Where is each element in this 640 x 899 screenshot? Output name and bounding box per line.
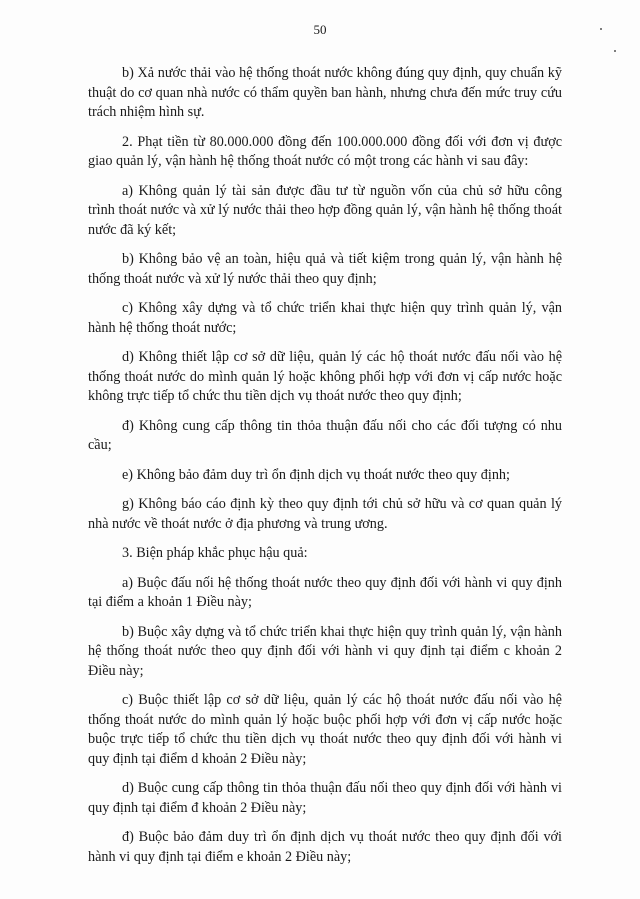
paragraph-2d: d) Không thiết lập cơ sở dữ liệu, quản lý các hộ thoát nước đấu nối vào hệ thống thoát nước do mình quản lý hoặc không phối hợp với đơn vị cấp nước hoặc không trực tiếp tổ chức thu tiền dịch vụ thoát nước theo quy định; [88, 349, 562, 404]
paragraph-3d: d) Buộc cung cấp thông tin thỏa thuận đấu nối theo quy định đối với hành vi quy định tại điểm đ khoản 2 Điều này; [88, 780, 562, 816]
paragraph-2e: e) Không bảo đảm duy trì ổn định dịch vụ thoát nước theo quy định; [122, 466, 510, 483]
paragraph-1b-discharge: b) Xả nước thải vào hệ thống thoát nước không đúng quy định, quy chuẩn kỹ thuật do cơ quan nhà nước có thẩm quyền ban hành, nhưng chưa đến mức truy cứu trách nhiệm hình sự. [88, 65, 562, 120]
paragraph-2g: g) Không báo cáo định kỳ theo quy định tới chủ sở hữu và cơ quan quản lý nhà nước về thoát nước ở địa phương và trung ương. [88, 496, 562, 532]
document-body [88, 64, 562, 877]
paragraph-3a: a) Buộc đấu nối hệ thống thoát nước theo quy định đối với hành vi quy định tại điểm a khoản 1 Điều này; [88, 574, 562, 610]
paragraph-2c: c) Không xây dựng và tổ chức triển khai thực hiện quy trình quản lý, vận hành hệ thống thoát nước; [88, 300, 562, 336]
scan-speck [600, 28, 602, 30]
paragraph-3-remedial: 3. Biện pháp khắc phục hậu quả: [122, 545, 308, 561]
scan-speck [614, 50, 616, 52]
paragraph-2b: b) Không bảo vệ an toàn, hiệu quả và tiết kiệm trong quản lý, vận hành hệ thống thoát nước và xử lý nước thải theo quy định; [88, 251, 562, 287]
page-number: 50 [313, 22, 327, 37]
paragraph-2-fine: 2. Phạt tiền từ 80.000.000 đồng đến 100.000.000 đồng đối với đơn vị được giao quản lý, vận hành hệ thống thoát nước có một trong các hành vi sau đây: [88, 133, 562, 169]
paragraph-3b: b) Buộc xây dựng và tổ chức triển khai thực hiện quy trình quản lý, vận hành hệ thống thoát nước theo quy định đối với hành vi quy định tại điểm c khoản 2 Điều này; [88, 623, 562, 679]
paragraph-3dd: đ) Buộc bảo đảm duy trì ổn định dịch vụ thoát nước theo quy định đối với hành vi quy định tại điểm e khoản 2 Điều này; [88, 829, 562, 865]
paragraph-2dd: đ) Không cung cấp thông tin thỏa thuận đấu nối cho các đối tượng có nhu cầu; [88, 417, 562, 453]
paragraph-3c: c) Buộc thiết lập cơ sở dữ liệu, quản lý các hộ thoát nước đấu nối vào hệ thống thoát nước do mình quản lý hoặc buộc phối hợp với đơn vị cấp nước hoặc buộc trực tiếp tổ chức thu tiền dịch vụ thoát nước theo quy định đối với hành vi quy định tại điểm d khoản 2 Điều này; [88, 692, 562, 767]
paragraph-2a: a) Không quản lý tài sản được đầu tư từ nguồn vốn của chủ sở hữu công trình thoát nước và xử lý nước thải theo hợp đồng quản lý, vận hành hệ thống thoát nước đã ký kết; [88, 182, 562, 238]
